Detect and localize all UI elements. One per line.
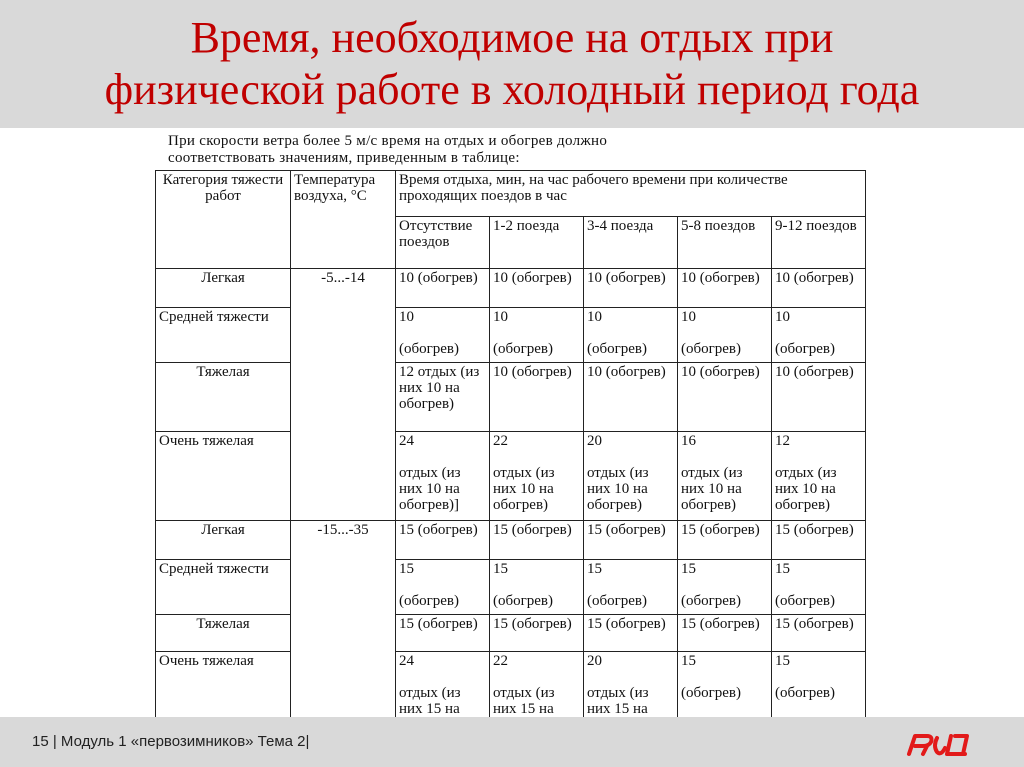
table-cell: [772, 308, 866, 363]
row-category: Очень тяжелая: [156, 432, 291, 521]
table-header-row: [156, 171, 866, 217]
row-temperature: -5...-14: [291, 269, 396, 521]
table-cell: [396, 615, 490, 652]
cell-note: (обогрев): [775, 341, 836, 357]
table-row: [156, 363, 866, 432]
header-col-3: 5-8 поездов: [678, 216, 772, 268]
cell-value: 15 (обогрев): [775, 522, 854, 538]
table-row: [156, 560, 866, 615]
cell-value: 10 (обогрев): [493, 270, 572, 286]
header-col-0: Отсутствие поездов: [396, 216, 490, 268]
intro-line-2: соответствовать значениям, приведенным в таблице:: [168, 150, 520, 166]
table-cell: [678, 615, 772, 652]
cell-value: 15 (обогрев): [587, 616, 666, 632]
table-cell: [772, 363, 866, 432]
cell-value: 15 (обогрев): [493, 616, 572, 632]
cell-spacer: [775, 325, 862, 341]
cell-value: 15: [681, 561, 696, 577]
header-col-2: 3-4 поезда: [584, 216, 678, 268]
header-temperature: Температура воздуха, °С: [291, 171, 396, 269]
cell-value: 10: [775, 309, 790, 325]
cell-spacer: [399, 577, 486, 593]
cell-value: 15 (обогрев): [681, 616, 760, 632]
table-cell: [678, 308, 772, 363]
cell-spacer: [587, 669, 674, 685]
row-category: Тяжелая: [156, 363, 291, 432]
table-cell: [772, 615, 866, 652]
table-cell: [678, 560, 772, 615]
cell-value: 12: [775, 433, 790, 449]
cell-value: 15: [775, 561, 790, 577]
cell-note: (обогрев): [399, 341, 460, 357]
table-cell: [584, 560, 678, 615]
cell-note: отдых (из них 10 на обогрев): [775, 465, 837, 513]
row-category: Очень тяжелая: [156, 652, 291, 743]
cell-note: отдых (из них 15 на: [399, 685, 461, 717]
cell-value: 10 (обогрев): [587, 364, 666, 380]
cell-value: 22: [493, 433, 508, 449]
title-line-1: Время, необходимое на отдых при: [190, 13, 834, 62]
table-cell: [584, 363, 678, 432]
cell-value: 24: [399, 653, 414, 669]
cell-value: 10 (обогрев): [775, 270, 854, 286]
table-cell: [678, 432, 772, 521]
cell-note: отдых (из них 10 на обогрев): [681, 465, 743, 513]
cell-spacer: [681, 449, 768, 465]
footer-text: 15 | Модуль 1 «первозимников» Тема 2|: [32, 733, 310, 750]
cell-spacer: [775, 449, 862, 465]
cell-value: 15: [587, 561, 602, 577]
cell-spacer: [775, 577, 862, 593]
cell-value: 10 (обогрев): [681, 270, 760, 286]
row-category: Тяжелая: [156, 615, 291, 652]
header-category: Категория тяжести работ: [156, 171, 291, 269]
table-row: [156, 308, 866, 363]
cell-value: 10 (обогрев): [493, 364, 572, 380]
cell-spacer: [493, 325, 580, 341]
table-cell: [584, 432, 678, 521]
table-cell: [396, 560, 490, 615]
cell-value: 10 (обогрев): [587, 270, 666, 286]
cell-value: 22: [493, 653, 508, 669]
table-cell: [396, 521, 490, 560]
cell-spacer: [587, 449, 674, 465]
table-cell: [490, 432, 584, 521]
cell-note: отдых (из них 10 на обогрев): [587, 465, 649, 513]
table-cell: [584, 269, 678, 308]
row-category: Средней тяжести: [156, 560, 291, 615]
cell-spacer: [493, 577, 580, 593]
cell-spacer: [493, 669, 580, 685]
cell-note: (обогрев): [587, 593, 648, 609]
cell-note: (обогрев): [775, 593, 836, 609]
cell-value: 15 (обогрев): [775, 616, 854, 632]
cell-value: 15: [493, 561, 508, 577]
row-category: Легкая: [156, 269, 291, 308]
table-cell: [678, 521, 772, 560]
cell-value: 12 отдых (из них 10 на обогрев): [399, 364, 480, 412]
table-cell: [678, 363, 772, 432]
cell-spacer: [681, 669, 768, 685]
table-cell: [772, 432, 866, 521]
table-cell: [772, 560, 866, 615]
table-cell: [490, 521, 584, 560]
cell-value: 10 (обогрев): [681, 364, 760, 380]
table-cell: [584, 615, 678, 652]
table-cell: [490, 615, 584, 652]
cell-value: 10: [399, 309, 414, 325]
cell-value: 10: [587, 309, 602, 325]
cell-spacer: [587, 577, 674, 593]
table-cell: [490, 560, 584, 615]
cell-spacer: [587, 325, 674, 341]
table-row: [156, 432, 866, 521]
header-col-4: 9-12 поездов: [772, 216, 866, 268]
table-cell: [396, 269, 490, 308]
cell-value: 10 (обогрев): [399, 270, 478, 286]
cell-value: 15 (обогрев): [493, 522, 572, 538]
table-cell: [772, 269, 866, 308]
title-line-2: физической работе в холодный период года: [104, 65, 920, 114]
table-cell: [396, 363, 490, 432]
rzd-logo-icon: [903, 728, 973, 758]
cell-value: 15 (обогрев): [399, 522, 478, 538]
cell-spacer: [681, 577, 768, 593]
cell-spacer: [775, 669, 862, 685]
row-temperature: -15...-35: [291, 521, 396, 743]
cell-value: 24: [399, 433, 414, 449]
cell-value: 10: [493, 309, 508, 325]
cell-spacer: [493, 449, 580, 465]
cell-value: 15 (обогрев): [681, 522, 760, 538]
cell-value: 20: [587, 653, 602, 669]
table-cell: [584, 308, 678, 363]
cell-note: (обогрев): [681, 593, 742, 609]
rest-time-table: [155, 170, 866, 743]
table-row: [156, 269, 866, 308]
cell-note: (обогрев): [775, 685, 836, 701]
table-cell: [490, 363, 584, 432]
cell-value: 10 (обогрев): [775, 364, 854, 380]
table-cell: [584, 521, 678, 560]
cell-note: отдых (из них 10 на обогрев)]: [399, 465, 461, 513]
table-row: [156, 615, 866, 652]
slide-title: [0, 12, 1024, 116]
table-cell: [490, 308, 584, 363]
cell-note: (обогрев): [681, 341, 742, 357]
header-col-1: 1-2 поезда: [490, 216, 584, 268]
cell-value: 20: [587, 433, 602, 449]
table-cell: [678, 269, 772, 308]
cell-spacer: [399, 449, 486, 465]
row-category: Легкая: [156, 521, 291, 560]
header-rest-time: Время отдыха, мин, на час рабочего времени при количестве проходящих поездов в час: [396, 171, 866, 217]
cell-value: 15: [399, 561, 414, 577]
row-category: Средней тяжести: [156, 308, 291, 363]
table-cell: [490, 269, 584, 308]
intro-line-1: При скорости ветра более 5 м/с время на отдых и обогрев должно: [168, 133, 608, 149]
cell-note: отдых (из них 15 на: [587, 685, 649, 717]
cell-note: (обогрев): [681, 685, 742, 701]
cell-spacer: [399, 325, 486, 341]
cell-spacer: [399, 669, 486, 685]
cell-note: отдых (из них 10 на обогрев): [493, 465, 555, 513]
table-row: [156, 521, 866, 560]
cell-value: 15: [681, 653, 696, 669]
cell-value: 15 (обогрев): [399, 616, 478, 632]
intro-text: [168, 133, 868, 167]
table-cell: [396, 432, 490, 521]
cell-note: (обогрев): [587, 341, 648, 357]
cell-note: отдых (из них 15 на: [493, 685, 555, 717]
table-cell: [772, 521, 866, 560]
cell-note: (обогрев): [493, 593, 554, 609]
cell-value: 16: [681, 433, 696, 449]
cell-spacer: [681, 325, 768, 341]
cell-value: 15: [775, 653, 790, 669]
cell-note: (обогрев): [399, 593, 460, 609]
cell-note: (обогрев): [493, 341, 554, 357]
cell-value: 15 (обогрев): [587, 522, 666, 538]
table-cell: [396, 308, 490, 363]
cell-value: 10: [681, 309, 696, 325]
